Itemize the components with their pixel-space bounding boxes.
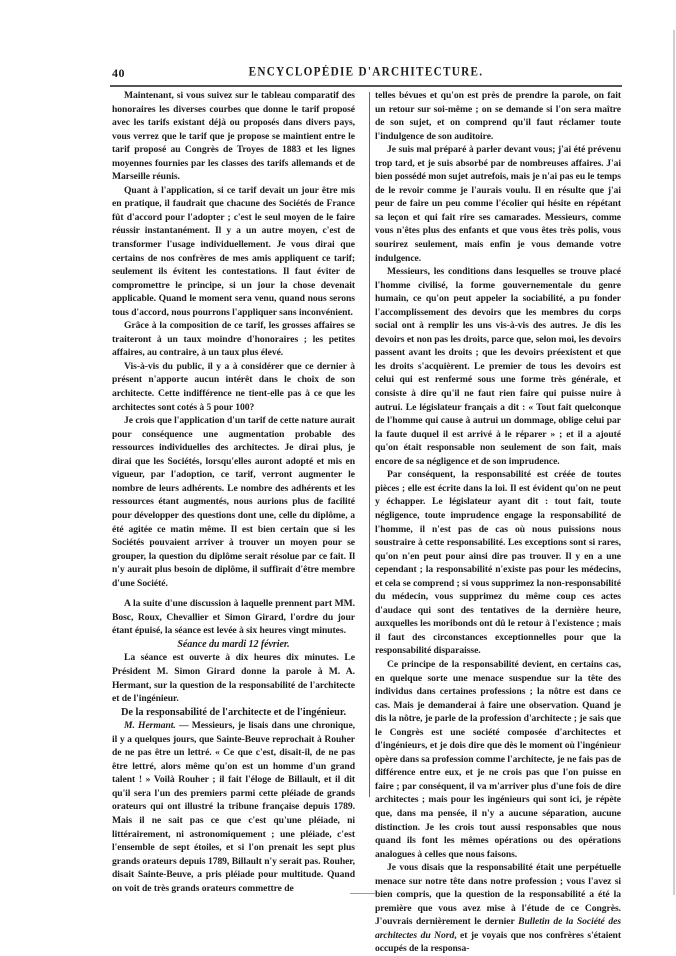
text: , et je voyais que nos confrères s'étaient occupés de la responsa- — [375, 929, 621, 955]
paragraph: A la suite d'une discussion à laquelle prennent part MM. Bosc, Roux, Chevallier et Simon Girard, l'ordre du jour étant épuisé, la séance est levée à six heures vingt minutes. — [112, 598, 355, 637]
paragraph: Je suis mal préparé à parler devant vous; j'ai été prévenu trop tard, et je suis absorbé par de nombreuses affaires. J'ai bien possédé mon sujet autrefois, mais je n'ai pas eu le temps de le revoir comme je l'aurais voulu. Il en résulte que j'ai peur de faire un peu comme l'écolier qui hésite en répétant sa leçon et qui fait rire ses camarades. Messieurs, comme vous n'êtes plus des enfants et que vous êtes très polis, vous sourirez seulement, mais enfin je vous demande votre indulgence. — [375, 144, 621, 264]
paragraph: Vis-à-vis du public, il y a à considérer que ce dernier à présent n'apporte aucun intérêt dans le choix de son architecte. Cette indifférence ne tient-elle pas à ce que les architectes sont cotés à 5 pour 100? — [112, 360, 355, 413]
text: Je vous disais que la responsabilité était une perpétuelle menace sur notre tête dans notre profession ; vous l'avez si bien compris, que la question de la responsabilité a été la première que vous avez mise à l'étude de ce Congrès. J'ouvrais dernièrement le dernier — [375, 862, 621, 928]
speech-text: — Messieurs, je lisais dans une chronique, il y a quelques jours, que Sainte-Beuve reprochait à Rouher de ne pas être un lettré. « Ce que c'est, disait-il, de ne pas être lettré, alors même qu'on est un homme d'un grand talent ! » Voilà Rouher ; il fait l'éloge de Billault, et il dit qu'il sera l'un des premiers parmi cette pléiade de grands orateurs qui ont illustré la tribune française depuis 1789. Mais il ne sait pas ce que c'est qu'une pléiade, ni littérairement, ni astronomiquement ; une pléiade, c'est l'ensemble de sept étoiles, et si l'on prenait les sept plus grands orateurs depuis 1789, Billault n'y serait pas. Rouher, disait Sainte-Beuve, a pris pléiade pour multitude. Quand on voit de très grands orateurs commettre de — [112, 720, 356, 894]
speech-paragraph — [112, 719, 355, 895]
left-column — [112, 89, 355, 895]
paragraph: Ce principe de la responsabilité devient, en certains cas, en quelque sorte une menace suspendue sur la tête des individus dans certaines professions ; la nôtre est dans ce cas. Mais je demanderai à faire une observation. Quand je dis la nôtre, je parle de la profession d'architecte ; je sais que le Congrès est une société composée d'architectes et d'ingénieurs, et je dois dire que dès le moment où l'ingénieur opère dans sa profession comme l'architecte, je ne fais pas de différence entre eux, et je ne crois pas que l'on puisse en faire ; par conséquent, il va m'arriver plus d'une fois de dire architectes ; mais pour les ingénieurs qui sont ici, je répète que, dans ma pensée, il n'y a aucune séparation, aucune distinction. Je les crois tout aussi responsables que nous quand ils font les mêmes opérations ou des opérations analogues à celles que nous faisons. — [375, 658, 621, 860]
scan-edge — [673, 30, 675, 895]
right-column — [375, 89, 621, 956]
paragraph: Messieurs, les conditions dans lesquelles se trouve placé l'homme civilisé, la forme gouvernementale du genre humain, ce qu'on peut appeler la sociabilité, a pu fonder l'accomplissement des devoirs que les membres du corps social ont à remplir les uns vis-à-vis des autres. Je dis les devoirs et non pas les droits, parce que, selon moi, les devoirs passent avant les droits ; que les devoirs préexistent et que les droits s'acquièrent. Le premier de tous les devoirs est celui qui est renfermé sous une forme très générale, et consiste à dire qu'il ne faut rien faire qui puisse nuire à autrui. Le législateur français a dit : « Tout fait quelconque de l'homme qui cause à autrui un dommage, oblige celui par la faute duquel il est arrivé à le réparer » ; et il a ajouté qu'on était responsable non seulement de son fait, mais encore de sa négligence et de son imprudence. — [375, 266, 621, 467]
session-paragraph: La séance est ouverte à dix heures dix minutes. Le Président M. Simon Girard donne la parole à M. A. Hermant, sur la question de la responsabilité de l'architecte et de l'ingénieur. — [112, 652, 355, 705]
paragraph: Je crois que l'application d'un tarif de cette nature aurait pour conséquence une augmentation probable des ressources individuelles des architectes. Je dirai plus, je dirai que les Sociétés, lorsqu'elles auront adopté et mis en vigueur, par l'adoption, ce tarif, verront augmenter le nombre de leurs adhérents. Le nombre des adhérents et les ressources étant augmentés, nous aurions plus de facilité pour développer des questions dont une, celle du diplôme, a été agitée ce matin même. Il est bien certain que si les Sociétés pouvaient arriver à trouver un moyen pour se grouper, la question du diplôme serait résolue par ce fait. Il n'y aurait plus besoin de diplôme, il suffirait d'être membre d'une Société. — [112, 415, 355, 589]
page-header — [110, 66, 622, 82]
paragraph: Quant à l'application, si ce tarif devait un jour être mis en pratique, il faudrait que chacune des Sociétés de France fût d'accord pour l'adopter ; c'est le seul moyen de le faire réussir instantanément. Il y a un autre moyen, c'est de transformer l'usage individuellement. Je vous dirai que certains de nos confrères de mes amis appliquent ce tarif; seulement ils évitent les contestations. Il faut éviter de compromettre le principe, si un jour la chose devenait applicable. Quand le moment sera venu, quand nous serons tous d'accord, nous pourrons l'appliquer sans inconvénient. — [112, 184, 355, 318]
page-number: 40 — [112, 66, 125, 80]
running-title: ENCYCLOPÉDIE D'ARCHITECTURE. — [248, 65, 484, 79]
paragraph — [375, 861, 621, 956]
session-title: Séance du mardi 12 février. — [177, 638, 290, 650]
paragraph: telles bévues et qu'on est près de prendre la parole, on fait un retour sur soi-même ; on se demande si l'on sera maître de son sujet, et on comprend qu'il faut réclamer toute l'indulgence de son auditoire. — [375, 90, 621, 142]
header-rule — [110, 85, 622, 87]
paragraph: Par conséquent, la responsabilité est créée de toutes pièces ; elle est écrite dans la loi. Il est évident qu'on ne peut y échapper. Le législateur ayant dit : tout fait, toute négligence, toute imprudence engage la responsabilité de l'homme, il n'est pas de cas où nous puissions nous soustraire à cette responsabilité. Les exceptions sont si rares, qu'on n'en peut pour ainsi dire pas trouver. Il y en a une cependant ; la responsabilité n'existe pas pour les médecins, et cela se comprend ; si vous supprimez la non-responsabilité du médecin, vous supprimez du même coup ces actes d'audace qui sont des tentatives de la dernière heure, auxquelles les moribonds ont dû le retour à l'existence ; mais il faut des circonstances exceptionnelles pour que la responsabilité disparaisse. — [375, 469, 621, 657]
paragraph: Maintenant, si vous suivez sur le tableau comparatif des honoraires les diverses courbes que donne le tarif proposé avec les tarifs existant déjà ou proposés dans divers pays, vous verrez que le tarif que je propose se maintient entre le tarif proposé au Congrès de Troyes de 1883 et les lignes moyennes fournies par les classes des tarifs allemands et de Marseille réunis. — [112, 90, 355, 183]
column-divider — [369, 92, 370, 797]
bulletin-title: Bulletin de la Société des architectes du Nord — [375, 916, 622, 941]
subheading: De la responsabilité de l'architecte et de l'ingénieur. — [120, 706, 347, 718]
scan-mark — [350, 893, 375, 894]
paragraph: Grâce à la composition de ce tarif, les grosses affaires se traiteront à un taux moindre d'honoraires ; les petites affaires, au contraire, à un taux plus élevé. — [112, 320, 355, 359]
speaker-name: M. Hermant. — [124, 720, 176, 732]
